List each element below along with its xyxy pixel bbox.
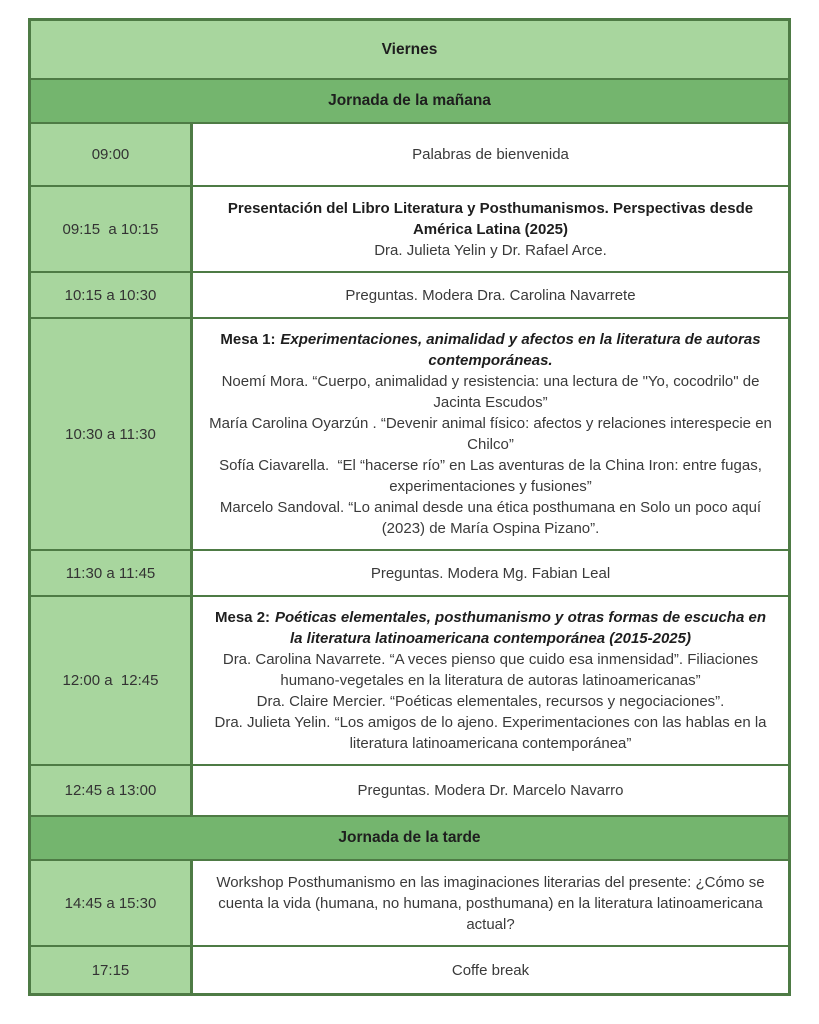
conference-schedule-table (28, 18, 791, 996)
time-label: 14:45 a 15:30 (64, 894, 157, 912)
session-cell (193, 947, 788, 993)
mesa-label: Mesa 1: (220, 331, 276, 348)
time-label: 17:15 (91, 961, 130, 979)
schedule-row (31, 947, 788, 993)
day-header (31, 21, 788, 78)
time-cell (31, 766, 193, 815)
session-text: Preguntas. Modera Dra. Carolina Navarrete (345, 286, 636, 304)
time-cell (31, 187, 193, 271)
schedule-row (31, 124, 788, 187)
session-text: Preguntas. Modera Dr. Marcelo Navarro (357, 782, 624, 799)
time-cell (31, 597, 193, 764)
schedule-row (31, 187, 788, 273)
time-label: 10:30 a 11:30 (65, 425, 156, 443)
mesa-heading (209, 607, 772, 649)
schedule-row (31, 597, 788, 766)
time-label: 10:15 a 10:30 (64, 286, 157, 304)
section-header-row-afternoon (31, 817, 788, 861)
session-speakers: Dra. Julieta Yelin y Dr. Rafael Arce. (374, 241, 607, 259)
schedule-row (31, 319, 788, 551)
session-text: Workshop Posthumanismo en las imaginaciones literarias del presente: ¿Cómo se cuenta la vida (humana, no humana, posthumana) en la literatura latinoamericana actual? (216, 873, 769, 933)
schedule-row (31, 766, 788, 817)
time-cell (31, 861, 193, 945)
time-cell (31, 551, 193, 595)
section-header-row-morning (31, 80, 788, 124)
mesa-entry: Dra. Julieta Yelin. “Los amigos de lo ajeno. Experimentaciones con las hablas en la literatura latinoamericana contemporánea” (214, 714, 771, 752)
session-cell (193, 861, 788, 945)
session-cell (193, 124, 788, 185)
session-cell (193, 273, 788, 317)
time-label: 11:30 a 11:45 (65, 564, 156, 582)
mesa-title: Poéticas elementales, posthumanismo y otras formas de escucha en la literatura latinoamericana contemporánea (2015-2025) (274, 609, 771, 647)
session-cell (193, 319, 788, 549)
session-cell (193, 187, 788, 271)
session-cell (193, 766, 788, 815)
session-text: Preguntas. Modera Mg. Fabian Leal (370, 564, 611, 582)
mesa-entry: Sofía Ciavarella. “El “hacerse río” en Las aventuras de la China Iron: entre fugas, experimentaciones y fusiones” (219, 457, 767, 495)
mesa-entry: Dra. Carolina Navarrete. “A veces pienso que cuido esa inmensidad”. Filiaciones humano-vegetales en la literatura de autoras latinoamericanas” (222, 651, 763, 689)
session-cell (193, 551, 788, 595)
mesa-label: Mesa 2: (215, 609, 271, 626)
mesa-title: Experimentaciones, animalidad y afectos en la literatura de autoras contemporáneas. (280, 331, 765, 369)
time-label: 12:00 a 12:45 (62, 672, 159, 689)
time-cell (31, 947, 193, 993)
day-title: Viernes (381, 40, 438, 58)
session-text: Coffe break (451, 961, 530, 979)
time-label: 09:15 a 10:15 (62, 220, 159, 238)
schedule-row (31, 861, 788, 947)
mesa-entry: Dra. Claire Mercier. “Poéticas elementales, recursos y negociaciones”. (256, 693, 725, 710)
mesa-entry: María Carolina Oyarzún . “Devenir animal físico: afectos y relaciones interespecie en Chilco” (209, 415, 777, 453)
mesa-heading (209, 329, 772, 371)
section-header-afternoon (31, 817, 788, 859)
section-header-morning (31, 80, 788, 122)
section-title: Jornada de la mañana (328, 92, 491, 109)
mesa-entry: Noemí Mora. “Cuerpo, animalidad y resistencia: una lectura de "Yo, cocodrilo" de Jacinta Escudos” (221, 373, 764, 411)
time-label: 09:00 (91, 146, 130, 163)
time-cell (31, 124, 193, 185)
section-title: Jornada de la tarde (338, 829, 481, 846)
schedule-row (31, 273, 788, 319)
time-label: 12:45 a 13:00 (64, 782, 157, 799)
time-cell (31, 319, 193, 549)
day-header-row (31, 21, 788, 80)
session-title: Presentación del Libro Literatura y Posthumanismos. Perspectivas desde América Latina (2025) (227, 199, 757, 238)
time-cell (31, 273, 193, 317)
session-text: Palabras de bienvenida (412, 146, 569, 163)
schedule-row (31, 551, 788, 597)
mesa-entry: Marcelo Sandoval. “Lo animal desde una ética posthumana en Solo un poco aquí (2023) de María Ospina Pizano”. (219, 499, 766, 537)
session-cell (193, 597, 788, 764)
